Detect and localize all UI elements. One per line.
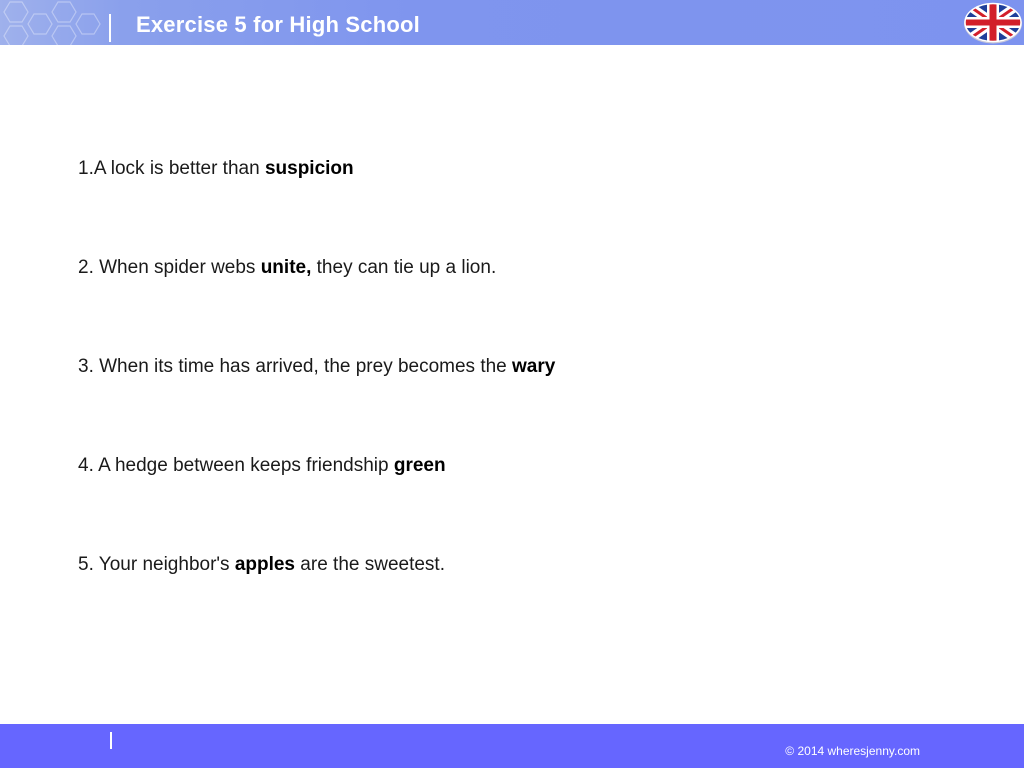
- page-title: Exercise 5 for High School: [136, 12, 420, 37]
- answer-word: wary: [512, 356, 556, 377]
- sentence-text: 1.A lock is better than: [78, 158, 265, 179]
- sentence-4: [78, 455, 446, 477]
- answer-word: unite,: [260, 257, 312, 278]
- sentence-text: they can tie up a lion.: [311, 257, 497, 278]
- sentence-text: 2. When spider webs: [78, 257, 261, 278]
- sentence-5: [78, 554, 445, 576]
- sentence-text: 3. When its time has arrived, the prey becomes the: [78, 356, 513, 377]
- header-bar: [0, 0, 1024, 45]
- sentence-1: [78, 158, 354, 180]
- answer-word: green: [393, 455, 446, 476]
- copyright-text: © 2014 wheresjenny.com: [785, 744, 920, 758]
- uk-flag-icon: [962, 1, 1024, 44]
- footer-divider: [110, 732, 112, 749]
- sentence-text: 4. A hedge between keeps friendship: [78, 455, 394, 476]
- header-divider: [109, 14, 111, 42]
- footer-bar: [0, 724, 1024, 768]
- sentence-text: 5. Your neighbor's: [78, 554, 235, 575]
- sentence-3: [78, 356, 555, 378]
- sentence-2: [78, 257, 496, 279]
- answer-word: suspicion: [264, 158, 354, 179]
- hexagon-pattern-icon: [0, 0, 140, 45]
- answer-word: apples: [234, 554, 296, 575]
- sentence-text: are the sweetest.: [295, 554, 445, 575]
